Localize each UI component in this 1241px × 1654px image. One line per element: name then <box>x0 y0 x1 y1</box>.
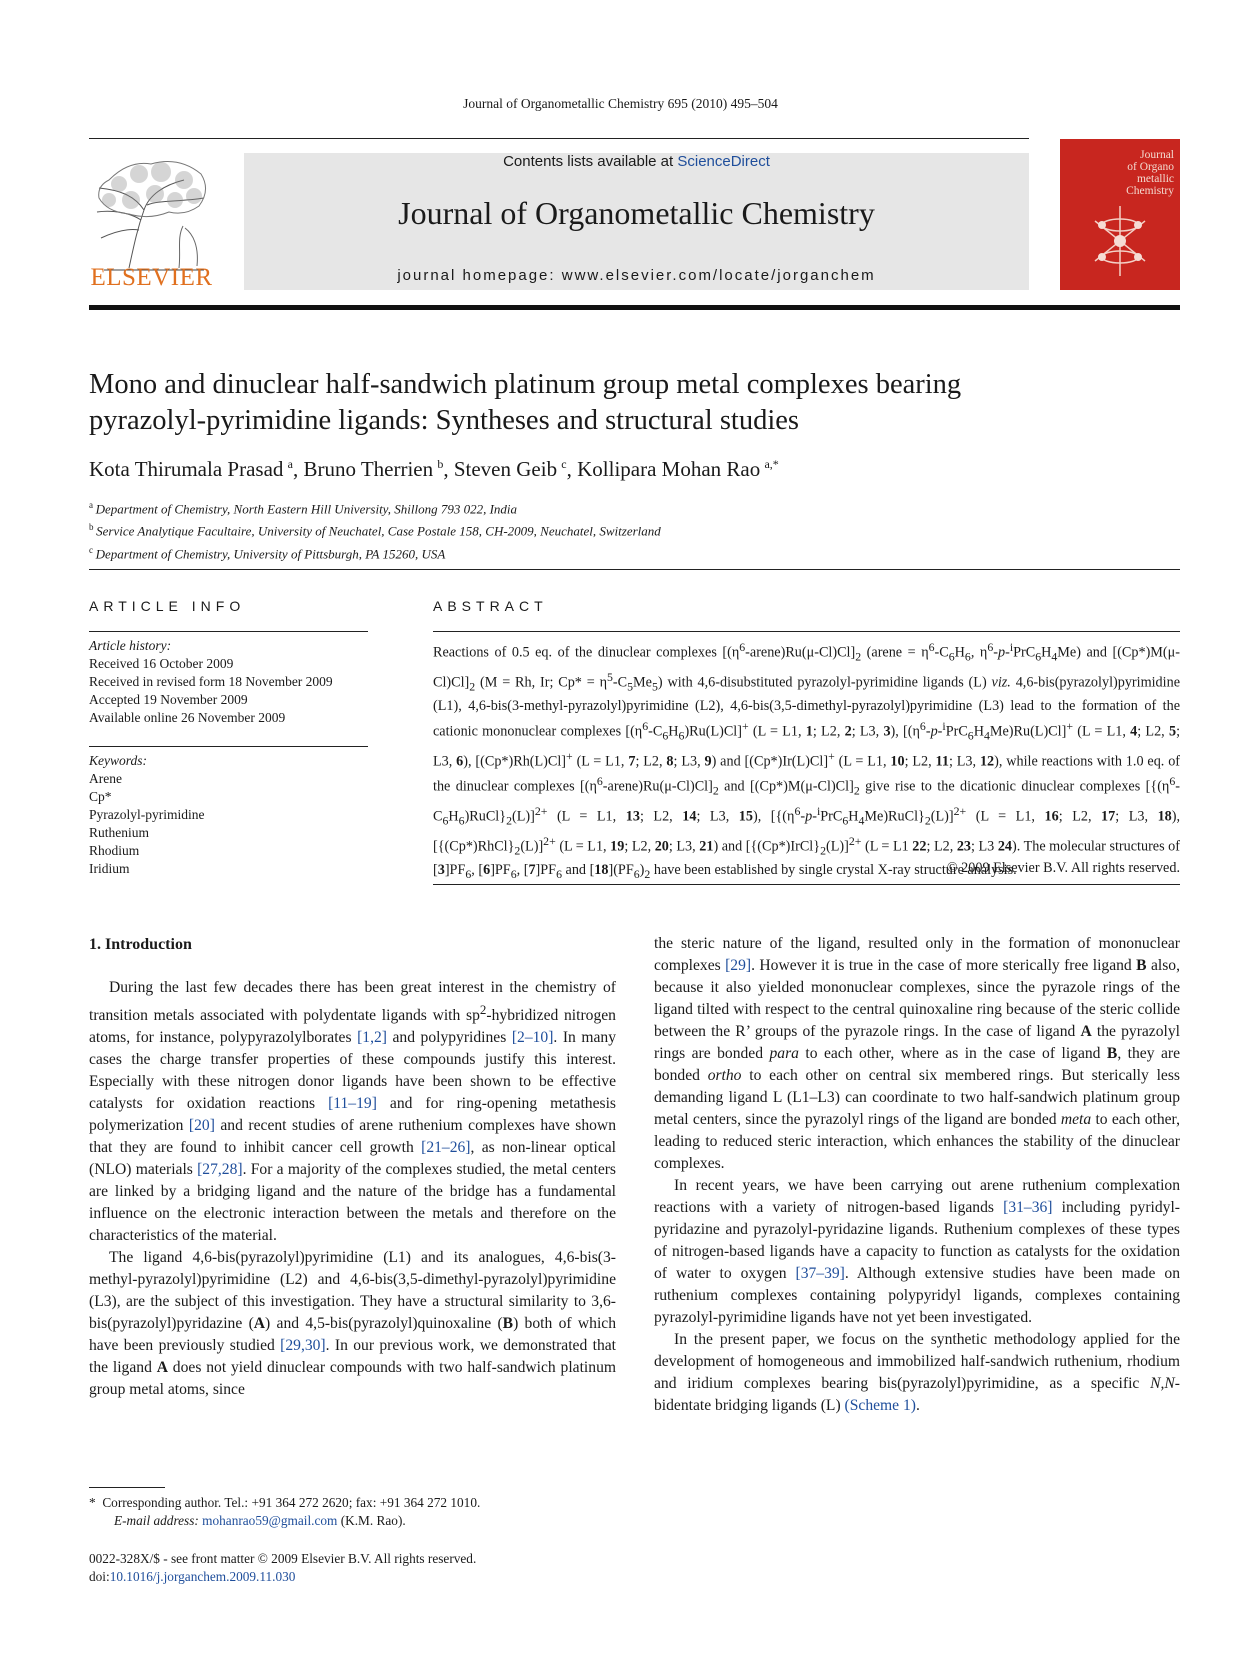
citation-link[interactable]: [11–19] <box>328 1095 377 1113</box>
journal-cover <box>1060 139 1180 290</box>
article-info-rule <box>89 746 368 747</box>
journal-homepage[interactable]: journal homepage: www.elsevier.com/locate/jorganchem <box>397 267 876 284</box>
paragraph: During the last few decades there has been great interest in the chemistry of transition metals associated with polydentate ligands with $sp^2$-hybridized nitrogen atoms, for instance, polypyrazolylborates [1,2] and polypyridines [2–10]. In many cases the charge transfer properties of these compounds justify this interest. Especially with these nitrogen donor ligands have been shown to be effective catalysts for oxidation reactions [11–19] and for ring-opening metathesis polymerization [20] and recent studies of arene ruthenium complexes have shown that they are found to inhibit cancer cell growth [21–26], as non-linear optical (NLO) materials [27,28]. For a majority of the complexes studied, the metal centers are linked by a bridging ligand and the nature of the bridge has a fundamental influence on the electronic interaction between the metals and therefore on the characteristics of the material. <box>89 979 616 1245</box>
citation-link[interactable]: [1,2] <box>357 1029 387 1047</box>
publisher-name: ELSEVIER <box>90 264 213 291</box>
affiliations <box>89 496 1189 563</box>
abstract-rule <box>433 884 1180 885</box>
abstract-copyright: © 2009 Elsevier B.V. All rights reserved. <box>946 860 1180 876</box>
cover-title: Journal of Organo metallic Chemistry <box>1126 149 1174 197</box>
body-column-right <box>654 933 1180 1417</box>
citation-link[interactable]: [31–36] <box>1003 1199 1053 1216</box>
abstract-heading: ABSTRACT <box>433 598 548 614</box>
paragraph: In recent years, we have been carrying out arene ruthenium complexation reactions with a variety of nitrogen-based ligands [31–36] including pyridyl-pyridazine and pyrazolyl-pyridazine ligands. Ruthenium complexes of these types of nitrogen-based ligands have a capacity to function as catalysts for the oxidation of water to oxygen [37–39]. Although extensive studies have been made on ruthenium complexes containing polypyridyl ligands, complexes containing pyrazolyl-pyrimidine ligands have not yet been investigated. <box>654 1177 1180 1326</box>
contents-line <box>244 153 1029 170</box>
email-link[interactable]: mohanrao59@gmail.com <box>202 1513 338 1528</box>
section-heading: 1. Introduction <box>89 936 192 953</box>
citation-link[interactable]: [2–10] <box>511 1029 554 1047</box>
doi-link[interactable]: 10.1016/j.jorganchem.2009.11.030 <box>109 1569 296 1584</box>
citation-link[interactable]: [21–26] <box>421 1139 471 1157</box>
sciencedirect-link[interactable]: ScienceDirect <box>677 153 770 170</box>
author: Bruno Therrien <box>303 457 434 481</box>
affiliation: $^a$ Department of Chemistry, North Eastern Hill University, Shillong 793 022, India <box>89 500 518 517</box>
citation-link[interactable]: [37–39] <box>795 1265 845 1282</box>
citation-link[interactable]: [29] <box>725 957 752 974</box>
header-rule <box>89 138 1029 139</box>
paragraph: the steric nature of the ligand, resulted only in the formation of mononuclear complexes [29]. However it is true in the case of more sterically free ligand B also, because it also yielded mononuclear complexes, since the pyrazole rings of the ligand tilted with respect to the central quinoxaline ring because of the steric collide between the R’ groups of the pyrazole rings. In the case of ligand A the pyrazolyl rings are bonded para to each other, where as in the case of ligand B, they are bonded ortho to each other on central six membered rings. But sterically less demanding ligand L (L1–L3) can coordinate to two half-sandwich platinum group metal centers, since the pyrazolyl rings of the ligand are bonded meta to each other, leading to reduced steric interaction, which enhances the stability of the dinuclear complexes. <box>654 935 1181 1172</box>
header-thick-rule <box>89 305 1180 310</box>
author: Steven Geib <box>453 457 558 481</box>
journal-banner <box>244 153 1029 290</box>
cover-molecule-graphic <box>1085 201 1155 281</box>
paragraph: In the present paper, we focus on the synthetic methodology applied for the development of homogeneous and immobilized half-sandwich ruthenium, rhodium and iridium complexes bearing bis(pyrazolyl)pyrimidine, as a specific N,N-bidentate bridging ligands (L) (Scheme 1). <box>654 1331 1180 1414</box>
affiliation: $^c$ Department of Chemistry, University of Pittsburgh, PA 15260, USA <box>89 544 446 561</box>
article-history: Article history: Received 16 October 2009 Received in revised form 18 November 2009 Accepted 19 November 2009 Available online 26 November 2009 <box>89 638 333 725</box>
running-head: Journal of Organometallic Chemistry 695 (2010) 495–504 <box>463 96 778 111</box>
abstract-text: Reactions of 0.5 eq. of the dinuclear complexes $[(\eta^6-arene)Ru(\mu-Cl)Cl]_2$ (arene = $\eta^6-C_6H_6$, $\eta^6-p-^iPrC_6H_4Me$) and $[(Cp*)M(\mu-Cl)Cl]_2$ (M = Rh, Ir; $Cp* = \eta^5-C_5Me_5$) with 4,6-disubstituted pyrazolyl-pyrimidine ligands (L) viz. 4,6-bis(pyrazolyl)pyrimidine (L1), 4,6-bis(3-methyl-pyrazolyl)pyrimidine (L2), 4,6-bis(3,5-dimethyl-pyrazolyl)pyrimidine (L3) lead to the formation of the cationic mononuclear complexes $[(\eta^6-C_6H_6)Ru(L)Cl]^+$ (L = L1, 1; L2, 2; L3, 3), $[(\eta^6-p-^iPrC_6H_4Me)Ru(L)Cl]^+$ (L = L1, 4; L2, 5; L3, 6), [(Cp*)Rh(L)Cl]+ (L = L1, 7; L2, 8; L3, 9) and [(Cp*)Ir(L)Cl]+ (L = L1, 10; L2, 11; L3, 12), while reactions with 1.0 eq. of the dinuclear complexes $[(\eta^6-arene)Ru(\mu-Cl)Cl]_2$ and $[(Cp*)M(\mu-Cl)Cl]_2$ give rise to the dicationic dinuclear complexes $[\{(\eta^6-C_6H_6)RuCl\}_2(L)]^{2+}$ (L = L1, 13; L2, 14; L3, 15), $[\{(\eta^6-p-^iPrC_6H_4Me)RuCl\}_2(L)]^{2+}$ (L = L1, 16; L2, 17; L3, 18), $[\{(Cp*)RhCl\}_2(L)]^{2+}$ (L = L1, 19; L2, 20; L3, 21) and $[\{(Cp*)IrCl\}_2(L)]^{2+}$ (L = L1 22; L2, 23; L3 24). The molecular structures of $[3]PF_6$, $[6]PF_6$, $[7]PF_6$ and $[18](PF_6)_2$ have been established by single crystal X-ray structure analysis. <box>433 640 1181 881</box>
article-info-heading: ARTICLE INFO <box>89 598 246 614</box>
citation-link[interactable]: [27,28] <box>197 1161 243 1179</box>
citation-link[interactable]: [20] <box>188 1117 215 1135</box>
article-info-rule <box>89 631 368 632</box>
journal-title: Journal of Organometallic Chemistry <box>398 195 875 231</box>
issn-line: 0022-328X/$ - see front matter © 2009 Elsevier B.V. All rights reserved. doi:10.1016/j.jorganchem.2009.11.030 <box>89 1551 477 1584</box>
paragraph: The ligand 4,6-bis(pyrazolyl)pyrimidine (L1) and its analogues, 4,6-bis(3-methyl-pyrazolyl)pyrimidine (L2) and 4,6-bis(3,5-dimethyl-pyrazolyl)pyrimidine (L3), are the subject of this investigation. They have a structural similarity to 3,6-bis(pyrazolyl)pyridazine (A) and 4,5-bis(pyrazolyl)quinoxaline (B) both of which have been previously studied [29,30]. In our previous work, we demonstrated that the ligand A does not yield dinuclear compounds with two half-sandwich platinum group metal atoms, since <box>89 1249 616 1399</box>
title-rule <box>89 569 1180 570</box>
article-title: Mono and dinuclear half-sandwich platinum group metal complexes bearing pyrazolyl-pyrimidine ligands: Syntheses and structural studies <box>89 369 962 436</box>
affiliation: $^b$ Service Analytique Facultaire, University of Neuchatel, Case Postale 158, CH-2009, Neuchatel, Switzerland <box>89 522 661 539</box>
abstract-rule <box>433 631 1180 632</box>
keywords: Keywords: Arene Cp* Pyrazolyl-pyrimidine Ruthenium Rhodium Iridium <box>89 753 205 876</box>
body-column-left <box>89 977 616 1401</box>
author: Kollipara Mohan Rao <box>577 457 761 481</box>
author-list: Kota Thirumala Prasad $^a$, Bruno Therrien $^b$, Steven Geib $^c$, Kollipara Mohan Rao $^{a,*}$ <box>89 457 779 481</box>
citation-link[interactable]: [29,30] <box>280 1337 326 1355</box>
footnote-rule <box>89 1487 165 1488</box>
author: Kota Thirumala Prasad <box>89 457 284 481</box>
scheme-link[interactable]: (Scheme 1) <box>844 1397 916 1414</box>
contents-prefix: Contents lists available at <box>503 153 674 170</box>
footnote: * Corresponding author. Tel.: +91 364 272 2620; fax: +91 364 272 1010. E-mail address: mohanrao59@gmail.com (K.M. Rao). <box>89 1495 481 1528</box>
